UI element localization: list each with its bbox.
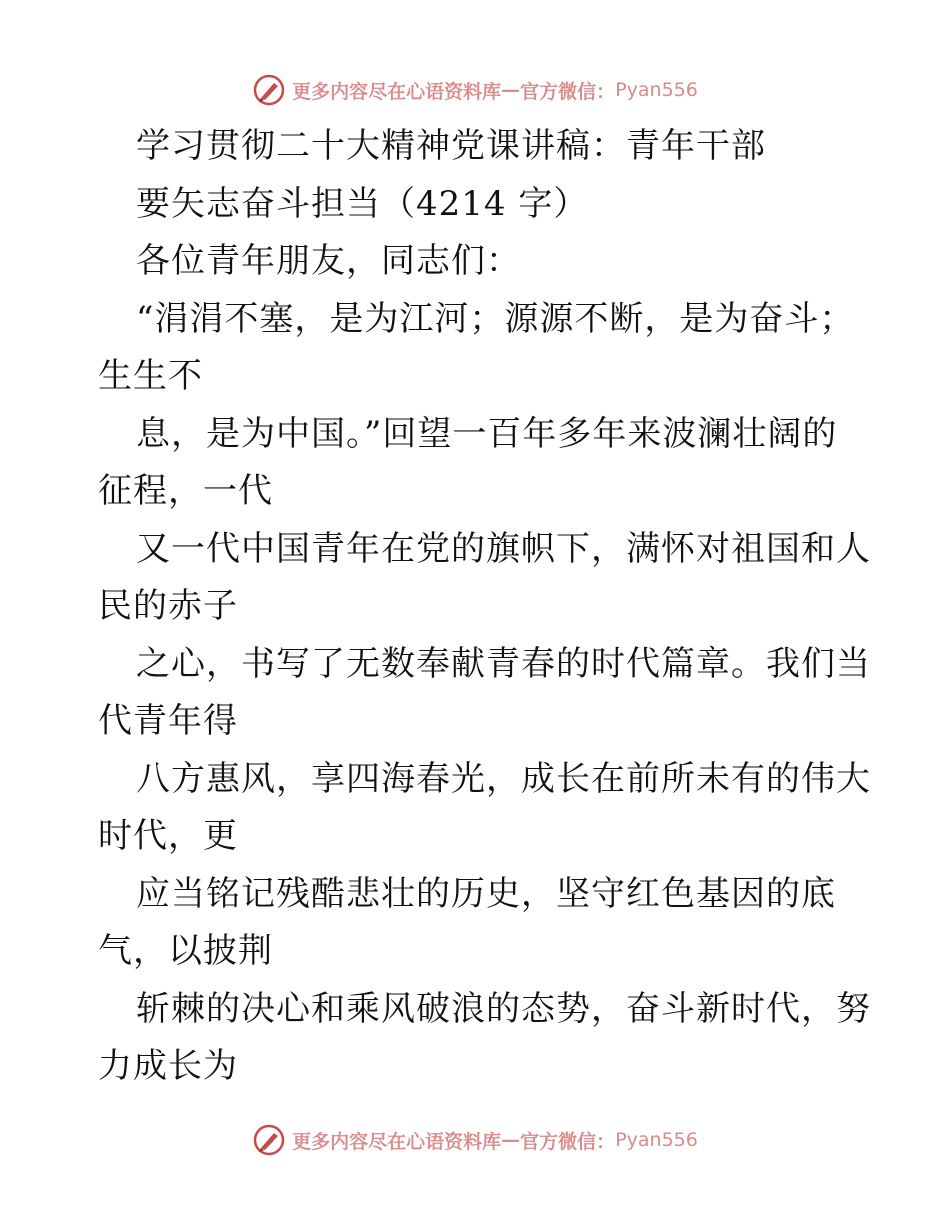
title-line-1: 学习贯彻二十大精神党课讲稿：青年干部 bbox=[136, 126, 766, 166]
body-line: 八方惠风，享四海春光，成长在前所未有的伟大 bbox=[136, 758, 871, 799]
footer-watermark bbox=[0, 1120, 950, 1160]
footer-watermark-dash: — bbox=[501, 1129, 521, 1151]
body-line: 息，是为中国。”回望一百年多年来波澜壮阔的 bbox=[136, 413, 838, 454]
body-line: 又一代中国青年在党的旗帜下，满怀对祖国和人 bbox=[136, 528, 871, 569]
body-line: 代青年得 bbox=[98, 701, 238, 741]
body-line: 力成长为 bbox=[98, 1046, 238, 1086]
document-body bbox=[98, 118, 888, 1096]
header-watermark-dash: — bbox=[501, 79, 521, 101]
header-watermark-text: 更多内容尽在心语资料库 bbox=[292, 80, 502, 103]
greeting-line: 各位青年朋友，同志们： bbox=[136, 241, 521, 281]
footer-watermark-text: 更多内容尽在心语资料库 bbox=[292, 1130, 502, 1153]
body-line: 之心，书写了无数奉献青春的时代篇章。我们当 bbox=[136, 643, 871, 684]
header-watermark bbox=[0, 70, 950, 110]
footer-watermark-official: 官方微信： bbox=[520, 1130, 616, 1153]
body-line: “涓涓不塞，是为江河；源源不断，是为奋斗； bbox=[136, 298, 855, 339]
body-line: 生生不 bbox=[98, 356, 203, 396]
body-line: 民的赤子 bbox=[98, 586, 238, 626]
title-line-2: 要矢志奋斗担当（4214 字） bbox=[136, 183, 589, 224]
body-line: 时代，更 bbox=[98, 816, 238, 856]
pen-logo-icon bbox=[252, 1123, 286, 1157]
footer-watermark-wechat: Pyan556 bbox=[615, 1129, 698, 1151]
body-line: 气，以披荆 bbox=[98, 931, 273, 971]
body-line: 应当铭记残酷悲壮的历史，坚守红色基因的底 bbox=[136, 873, 836, 914]
pen-logo-icon bbox=[252, 73, 286, 107]
header-watermark-wechat: Pyan556 bbox=[615, 79, 698, 101]
body-line: 斩棘的决心和乘风破浪的态势，奋斗新时代，努 bbox=[136, 988, 871, 1029]
body-line: 征程，一代 bbox=[98, 471, 273, 511]
header-watermark-official: 官方微信： bbox=[520, 80, 616, 103]
